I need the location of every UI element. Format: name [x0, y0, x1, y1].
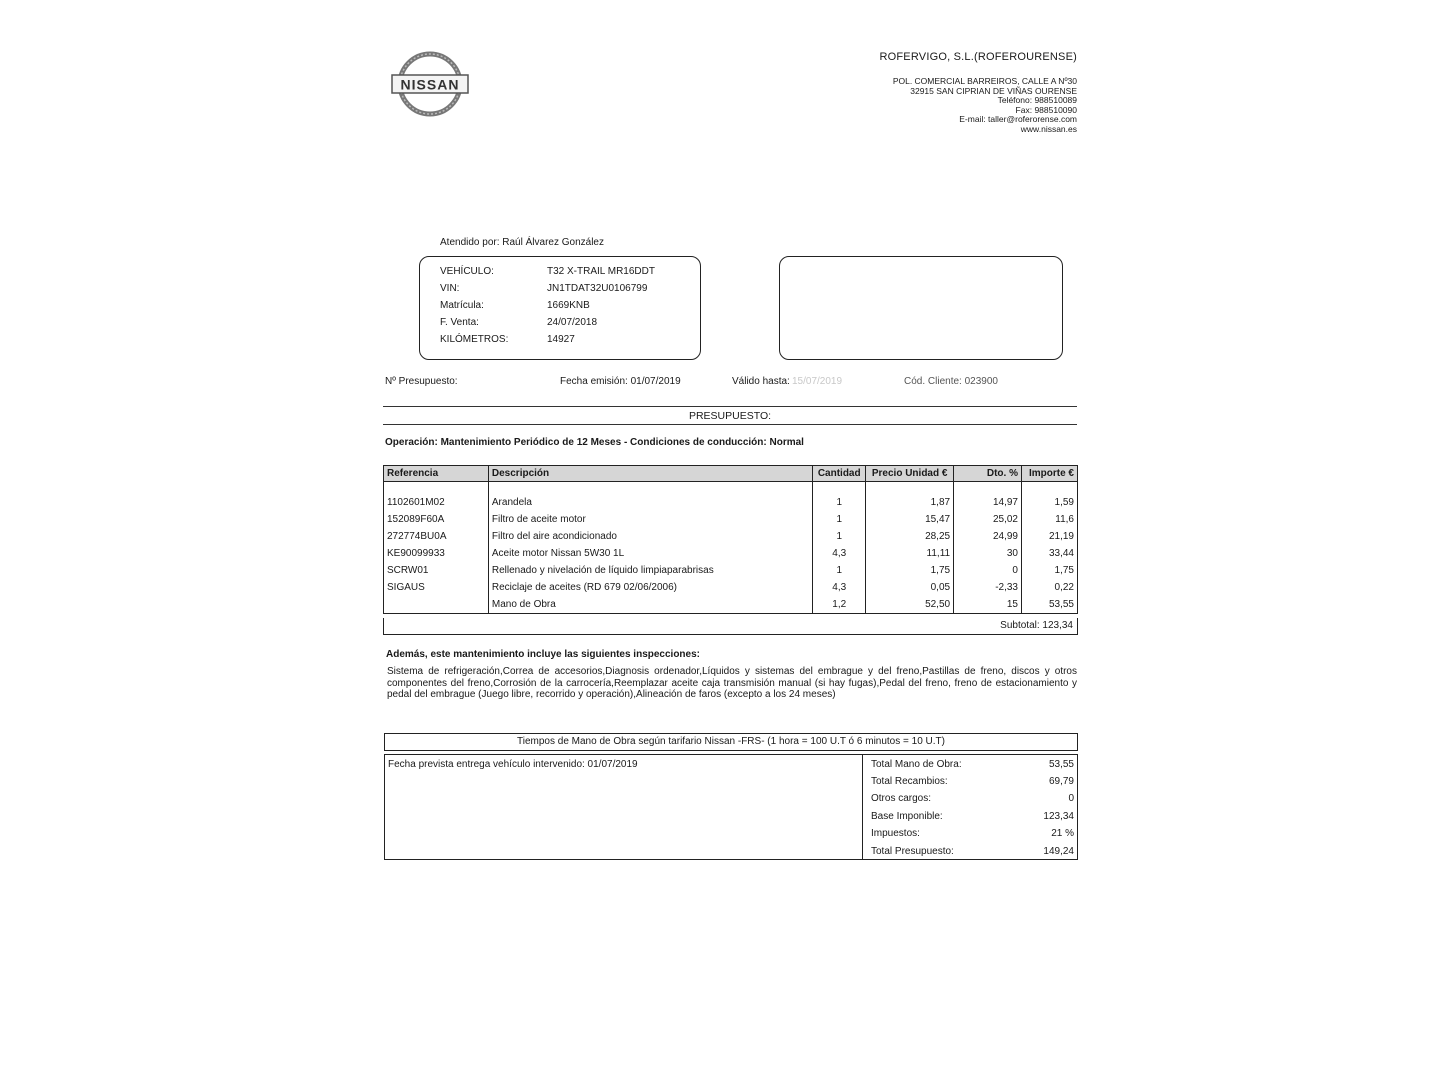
cell-reference: 272774BU0A	[384, 528, 489, 545]
cell-reference: SCRW01	[384, 562, 489, 579]
cell-unit-price: 0,05	[866, 579, 954, 596]
issue-date: Fecha emisión: 01/07/2019	[560, 376, 681, 387]
total-value: 149,24	[1043, 846, 1074, 857]
cell-description: Reciclaje de aceites (RD 679 02/06/2006)	[488, 579, 812, 596]
cell-unit-price: 11,11	[866, 545, 954, 562]
total-row	[871, 828, 1074, 842]
website-line: www.nissan.es	[1020, 123, 1077, 134]
table-row	[384, 562, 1078, 579]
section-title: PRESUPUESTO:	[688, 410, 772, 422]
phone-line: Teléfono: 988510089	[997, 95, 1077, 105]
total-value: 21 %	[1051, 828, 1074, 839]
total-value: 69,79	[1048, 776, 1074, 787]
cell-unit-price: 52,50	[866, 596, 954, 614]
cell-unit-price: 15,47	[866, 511, 954, 528]
cell-amount: 11,6	[1021, 511, 1077, 528]
total-label: Total Mano de Obra:	[871, 759, 962, 770]
total-label: Total Presupuesto:	[871, 846, 954, 857]
address-line: 32915 SAN CIPRIAN DE VIÑAS OURENSE	[910, 85, 1077, 96]
cell-unit-price: 1,75	[866, 562, 954, 579]
logo-text: NISSAN	[400, 76, 460, 93]
total-value: 53,55	[1048, 759, 1074, 770]
col-header-amount: Importe €	[1021, 466, 1077, 482]
total-label: Total Recambios:	[871, 776, 948, 787]
cell-description: Aceite motor Nissan 5W30 1L	[488, 545, 812, 562]
divider	[383, 424, 1077, 425]
email-line: E-mail: taller@roferorense.com	[959, 114, 1077, 124]
col-header-reference: Referencia	[384, 466, 489, 482]
attended-by: Atendido por: Raúl Álvarez González	[440, 237, 604, 248]
cell-unit-price: 1,87	[866, 494, 954, 511]
valid-until-label: Válido hasta:	[732, 376, 790, 387]
cell-discount: 30	[954, 545, 1022, 562]
cell-quantity: 1	[813, 528, 866, 545]
cell-reference: SIGAUS	[384, 579, 489, 596]
cell-description: Rellenado y nivelación de líquido limpiaparabrisas	[488, 562, 812, 579]
plate-value: 1669KNB	[547, 300, 590, 311]
company-info	[879, 52, 1077, 134]
cell-amount: 21,19	[1021, 528, 1077, 545]
total-label: Otros cargos:	[871, 793, 932, 804]
vehicle-label: VEHÍCULO:	[440, 266, 494, 277]
total-label: Base Imponible:	[871, 811, 943, 822]
delivery-date: Fecha prevista entrega vehículo intervenido: 01/07/2019	[388, 759, 638, 770]
client-code: Cód. Cliente: 023900	[904, 376, 998, 387]
fax-line: Fax: 988510090	[1015, 104, 1077, 115]
cell-reference: 1102601M02	[384, 494, 489, 511]
company-name: ROFERVIGO, S.L.(ROFEROURENSE)	[879, 51, 1077, 63]
km-label: KILÓMETROS:	[440, 334, 509, 345]
total-row	[871, 759, 1074, 773]
cell-amount: 0,22	[1021, 579, 1077, 596]
table-row	[384, 494, 1078, 511]
client-info-box	[779, 256, 1063, 360]
cell-amount: 53,55	[1021, 596, 1077, 614]
vin-value: JN1TDAT32U0106799	[547, 283, 648, 294]
divider	[383, 406, 1077, 407]
cell-description: Filtro del aire acondicionado	[488, 528, 812, 545]
cell-description: Arandela	[488, 494, 812, 511]
col-header-unit-price: Precio Unidad €	[866, 466, 954, 482]
subtotal-box	[383, 618, 1078, 635]
cell-description: Mano de Obra	[488, 596, 812, 614]
cell-discount: 0	[954, 562, 1022, 579]
cell-quantity: 1,2	[813, 596, 866, 614]
sale-date-label: F. Venta:	[440, 317, 479, 328]
address-line: POL. COMERCIAL BARREIROS, CALLE A Nº30	[892, 76, 1077, 86]
total-value: 0	[1068, 793, 1074, 804]
col-header-description: Descripción	[488, 466, 812, 482]
labor-times-note: Tiempos de Mano de Obra según tarifario Nissan -FRS- (1 hora = 100 U.T ó 6 minutos = 10 U.T)	[384, 733, 1078, 751]
table-header-row	[384, 466, 1078, 482]
valid-until-date: 15/07/2019	[792, 376, 843, 387]
cell-discount: 14,97	[954, 494, 1022, 511]
total-value: 123,34	[1043, 811, 1074, 822]
nissan-logo-icon	[388, 50, 472, 118]
total-row	[871, 776, 1074, 790]
cell-reference	[384, 596, 489, 614]
cell-discount: 15	[954, 596, 1022, 614]
col-header-quantity: Cantidad	[813, 466, 866, 482]
sale-date-value: 24/07/2018	[547, 317, 598, 328]
subtotal: Subtotal: 123,34	[1000, 620, 1073, 631]
cell-quantity: 1	[813, 511, 866, 528]
cell-description: Filtro de aceite motor	[488, 511, 812, 528]
total-label: Impuestos:	[871, 828, 920, 839]
col-header-discount: Dto. %	[954, 466, 1022, 482]
cell-amount: 1,75	[1021, 562, 1077, 579]
budget-number-label: Nº Presupuesto:	[385, 376, 458, 387]
totals-panel	[862, 755, 1078, 859]
inspections-list: Sistema de refrigeración,Correa de accesorios,Diagnosis ordenador,Líquidos y sistemas del embrague y del freno,Pastillas de freno, discos y otros componentes del freno,Corrosión de la carrocería,Reemplazar aceite caja transmisión manual (si hay fugas),Pedal del freno, freno de estacionamiento y pedal del embrague (Juego libre, recorrido y operación),Alineación de faros (excepto a los 24 meses)	[387, 666, 1077, 700]
cell-reference: KE90099933	[384, 545, 489, 562]
cell-unit-price: 28,25	[866, 528, 954, 545]
total-row	[871, 793, 1074, 807]
plate-label: Matrícula:	[440, 300, 484, 311]
items-table	[383, 465, 1078, 614]
vehicle-info-box	[419, 256, 701, 360]
cell-quantity: 1	[813, 562, 866, 579]
vin-label: VIN:	[440, 283, 460, 294]
cell-discount: -2,33	[954, 579, 1022, 596]
table-row	[384, 596, 1078, 614]
cell-quantity: 1	[813, 494, 866, 511]
table-row	[384, 528, 1078, 545]
inspections-title: Además, este mantenimiento incluye las siguientes inspecciones:	[386, 649, 700, 660]
table-row	[384, 545, 1078, 562]
km-value: 14927	[547, 334, 575, 345]
cell-discount: 24,99	[954, 528, 1022, 545]
nissan-logo	[388, 50, 472, 118]
cell-quantity: 4,3	[813, 545, 866, 562]
summary-box	[384, 754, 1078, 860]
cell-quantity: 4,3	[813, 579, 866, 596]
cell-reference: 152089F60A	[384, 511, 489, 528]
total-row	[871, 811, 1074, 825]
vehicle-value: T32 X-TRAIL MR16DDT	[547, 266, 655, 277]
cell-amount: 1,59	[1021, 494, 1077, 511]
cell-amount: 33,44	[1021, 545, 1077, 562]
table-row	[384, 511, 1078, 528]
table-row	[384, 579, 1078, 596]
operation-title: Operación: Mantenimiento Periódico de 12 Meses - Condiciones de conducción: Normal	[385, 437, 804, 448]
total-row	[871, 846, 1074, 860]
table-spacer	[384, 482, 1078, 495]
cell-discount: 25,02	[954, 511, 1022, 528]
